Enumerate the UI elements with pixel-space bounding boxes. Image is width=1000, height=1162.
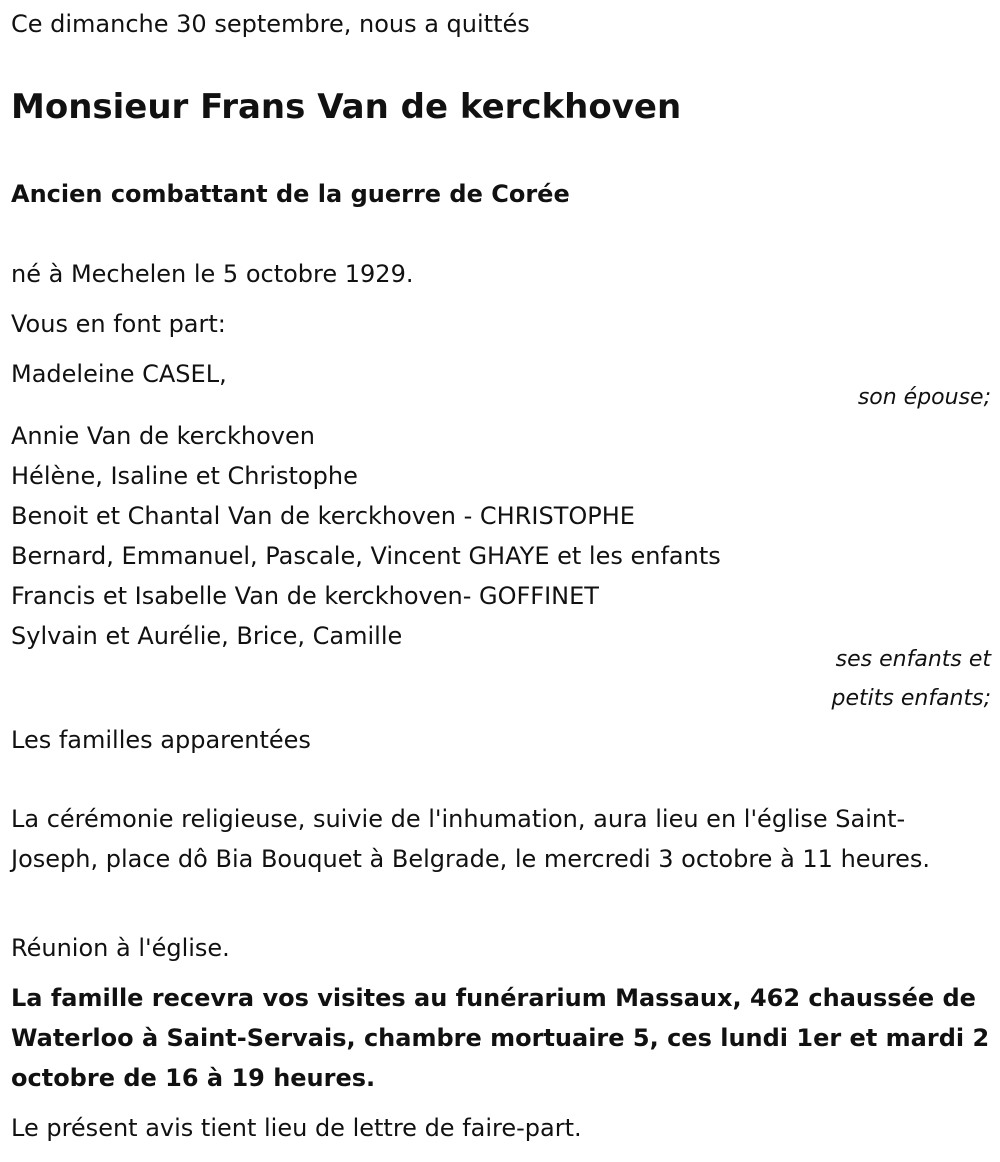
list-item: Benoit et Chantal Van de kerckhoven - CHRISTOPHE [11, 502, 635, 530]
spouse-relation: son épouse; [857, 385, 991, 410]
list-item: Francis et Isabelle Van de kerckhoven- GOFFINET [11, 582, 599, 610]
intro-text: Ce dimanche 30 septembre, nous a quittés [11, 10, 530, 38]
ceremony-details: La cérémonie religieuse, suivie de l'inhumation, aura lieu en l'église Saint-Joseph, place dô Bia Bouquet à Belgrade, le mercredi 3 octobre à 11 heures. [11, 805, 931, 873]
spouse-name: Madeleine CASEL, [11, 360, 227, 388]
list-item: Bernard, Emmanuel, Pascale, Vincent GHAYE et les enfants [11, 542, 721, 570]
children-relation-line2: petits enfants; [831, 686, 991, 711]
list-item: Annie Van de kerckhoven [11, 422, 315, 450]
children-relation [832, 640, 991, 718]
subtitle: Ancien combattant de la guerre de Corée [11, 180, 570, 208]
deceased-name: Monsieur Frans Van de kerckhoven [11, 87, 682, 127]
list-item: Sylvain et Aurélie, Brice, Camille [11, 622, 403, 650]
meeting-info: Réunion à l'église. [11, 934, 230, 962]
announcement: Vous en font part: [11, 310, 226, 338]
children-relation-line1: ses enfants et [835, 647, 991, 672]
list-item: Hélène, Isaline et Christophe [11, 462, 358, 490]
children-list [11, 416, 991, 656]
closing-note: Le présent avis tient lieu de lettre de faire-part. [11, 1114, 582, 1142]
visits-info: La famille recevra vos visites au funérarium Massaux, 462 chaussée de Waterloo à Saint-Servais, chambre mortuaire 5, ces lundi 1er et mardi 2 octobre de 16 à 19 heures. [11, 984, 990, 1092]
related-families: Les familles apparentées [11, 726, 311, 754]
birth-info: né à Mechelen le 5 octobre 1929. [11, 260, 414, 288]
